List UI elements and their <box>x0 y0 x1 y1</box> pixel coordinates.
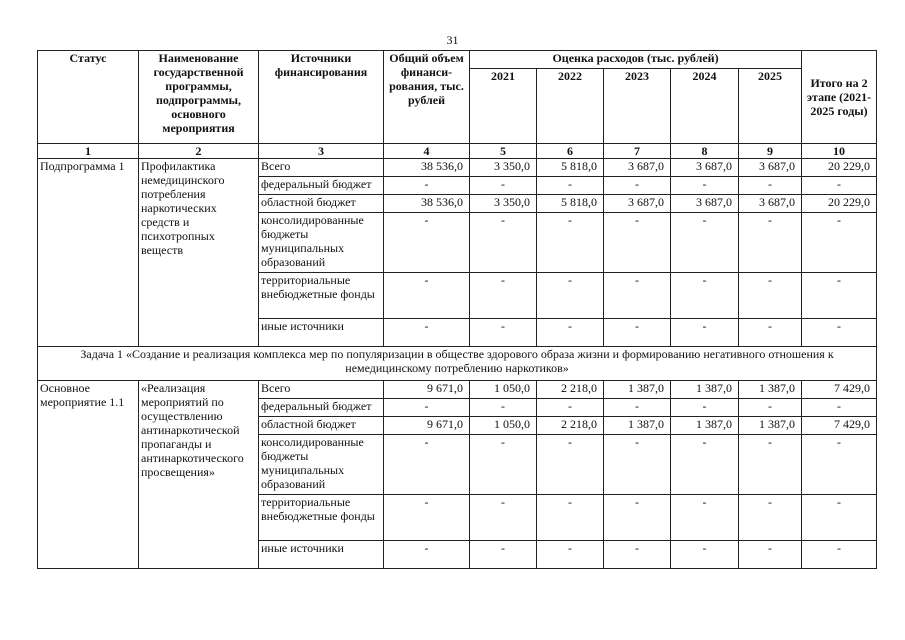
value-cell: - <box>384 495 470 541</box>
value-cell: 38 536,0 <box>384 195 470 213</box>
header-status: Статус <box>38 51 139 144</box>
value-cell: - <box>537 273 604 319</box>
table-row <box>38 159 877 177</box>
source-cell: федеральный бюджет <box>259 177 384 195</box>
value-cell: 7 429,0 <box>802 381 877 399</box>
source-cell: областной бюджет <box>259 195 384 213</box>
value-cell: - <box>604 177 671 195</box>
value-cell: - <box>384 213 470 273</box>
value-cell: - <box>802 273 877 319</box>
value-cell: - <box>537 541 604 569</box>
value-cell: 9 671,0 <box>384 417 470 435</box>
source-cell: консолидированные бюджеты муниципальных образований <box>259 213 384 273</box>
header-sources: Источники финансирования <box>259 51 384 144</box>
header-estimate: Оценка расходов (тыс. рублей) <box>470 51 802 69</box>
value-cell: - <box>604 541 671 569</box>
column-number: 9 <box>739 144 802 159</box>
value-cell: 20 229,0 <box>802 159 877 177</box>
value-cell: - <box>802 213 877 273</box>
source-cell: иные источники <box>259 319 384 347</box>
value-cell: 2 218,0 <box>537 417 604 435</box>
source-cell: федеральный бюджет <box>259 399 384 417</box>
status-cell: Подпрограмма 1 <box>38 159 139 347</box>
header-year: 2025 <box>739 69 802 144</box>
value-cell: - <box>537 177 604 195</box>
value-cell: 1 050,0 <box>470 417 537 435</box>
source-cell: Всего <box>259 159 384 177</box>
value-cell: - <box>802 541 877 569</box>
value-cell: - <box>384 541 470 569</box>
value-cell: - <box>739 495 802 541</box>
value-cell: - <box>739 399 802 417</box>
value-cell: - <box>671 541 739 569</box>
value-cell: 9 671,0 <box>384 381 470 399</box>
budget-table <box>37 50 877 569</box>
value-cell: 1 387,0 <box>739 417 802 435</box>
value-cell: - <box>671 319 739 347</box>
value-cell: - <box>384 177 470 195</box>
value-cell: 2 218,0 <box>537 381 604 399</box>
source-cell: областной бюджет <box>259 417 384 435</box>
value-cell: - <box>739 273 802 319</box>
value-cell: - <box>604 213 671 273</box>
value-cell: - <box>671 399 739 417</box>
value-cell: - <box>537 319 604 347</box>
value-cell: - <box>470 273 537 319</box>
value-cell: - <box>604 273 671 319</box>
source-cell: Всего <box>259 381 384 399</box>
value-cell: - <box>470 213 537 273</box>
value-cell: - <box>739 435 802 495</box>
value-cell: 1 387,0 <box>604 381 671 399</box>
value-cell: - <box>739 319 802 347</box>
value-cell: - <box>384 435 470 495</box>
value-cell: 3 687,0 <box>739 159 802 177</box>
column-number: 3 <box>259 144 384 159</box>
value-cell: 3 687,0 <box>671 195 739 213</box>
value-cell: - <box>384 273 470 319</box>
page-number: 31 <box>446 33 459 47</box>
value-cell: 1 387,0 <box>671 417 739 435</box>
header-year: 2023 <box>604 69 671 144</box>
value-cell: - <box>802 399 877 417</box>
column-number: 8 <box>671 144 739 159</box>
value-cell: 5 818,0 <box>537 195 604 213</box>
value-cell: - <box>537 435 604 495</box>
value-cell: 5 818,0 <box>537 159 604 177</box>
value-cell: - <box>671 213 739 273</box>
value-cell: 1 050,0 <box>470 381 537 399</box>
column-number: 1 <box>38 144 139 159</box>
table-row <box>38 381 877 399</box>
value-cell: 3 350,0 <box>470 159 537 177</box>
value-cell: 3 350,0 <box>470 195 537 213</box>
value-cell: - <box>604 495 671 541</box>
value-cell: - <box>384 319 470 347</box>
source-cell: иные источники <box>259 541 384 569</box>
value-cell: - <box>470 435 537 495</box>
value-cell: - <box>470 177 537 195</box>
value-cell: 1 387,0 <box>671 381 739 399</box>
value-cell: - <box>739 541 802 569</box>
header-year: 2021 <box>470 69 537 144</box>
name-cell: Профилактика немедицинского потребления наркотических средств и психотропных веществ <box>139 159 259 347</box>
value-cell: 38 536,0 <box>384 159 470 177</box>
column-number: 7 <box>604 144 671 159</box>
value-cell: - <box>384 399 470 417</box>
column-number: 4 <box>384 144 470 159</box>
value-cell: 1 387,0 <box>604 417 671 435</box>
header-year: 2022 <box>537 69 604 144</box>
value-cell: - <box>739 177 802 195</box>
column-number: 5 <box>470 144 537 159</box>
value-cell: - <box>671 495 739 541</box>
source-cell: консолидированные бюджеты муниципальных образований <box>259 435 384 495</box>
source-cell: территориальные внебюджетные фонды <box>259 273 384 319</box>
value-cell: - <box>470 399 537 417</box>
value-cell: - <box>739 213 802 273</box>
header-name: Наименование государственной программы, подпрограммы, основного мероприятия <box>139 51 259 144</box>
value-cell: - <box>802 319 877 347</box>
value-cell: - <box>802 435 877 495</box>
value-cell: - <box>537 213 604 273</box>
value-cell: - <box>604 435 671 495</box>
value-cell: 3 687,0 <box>604 159 671 177</box>
value-cell: 7 429,0 <box>802 417 877 435</box>
value-cell: - <box>671 177 739 195</box>
value-cell: - <box>671 273 739 319</box>
task-row: Задача 1 «Создание и реализация комплекса мер по популяризации в обществе здорового образа жизни и формированию негативного отношения к немедицинскому потреблению наркотиков» <box>38 347 877 381</box>
column-number: 6 <box>537 144 604 159</box>
value-cell: 3 687,0 <box>671 159 739 177</box>
value-cell: - <box>802 495 877 541</box>
status-cell: Основное мероприятие 1.1 <box>38 381 139 569</box>
value-cell: - <box>802 177 877 195</box>
value-cell: - <box>604 319 671 347</box>
subprogram-block <box>38 159 877 347</box>
value-cell: - <box>470 319 537 347</box>
value-cell: - <box>470 495 537 541</box>
header-year: 2024 <box>671 69 739 144</box>
value-cell: - <box>470 541 537 569</box>
main-activity-block <box>38 381 877 569</box>
header-stage-total: Итого на 2 этапе (2021-2025 годы) <box>802 51 877 144</box>
value-cell: 3 687,0 <box>604 195 671 213</box>
value-cell: 20 229,0 <box>802 195 877 213</box>
value-cell: 3 687,0 <box>739 195 802 213</box>
value-cell: - <box>537 399 604 417</box>
header-total-volume: Общий объем финанси-рования, тыс. рублей <box>384 51 470 144</box>
value-cell: - <box>537 495 604 541</box>
value-cell: - <box>671 435 739 495</box>
name-cell: «Реализация мероприятий по осуществлению антинаркотической пропаганды и антинаркотического просвещения» <box>139 381 259 569</box>
column-number: 2 <box>139 144 259 159</box>
value-cell: 1 387,0 <box>739 381 802 399</box>
source-cell: территориальные внебюджетные фонды <box>259 495 384 541</box>
value-cell: - <box>604 399 671 417</box>
column-number: 10 <box>802 144 877 159</box>
